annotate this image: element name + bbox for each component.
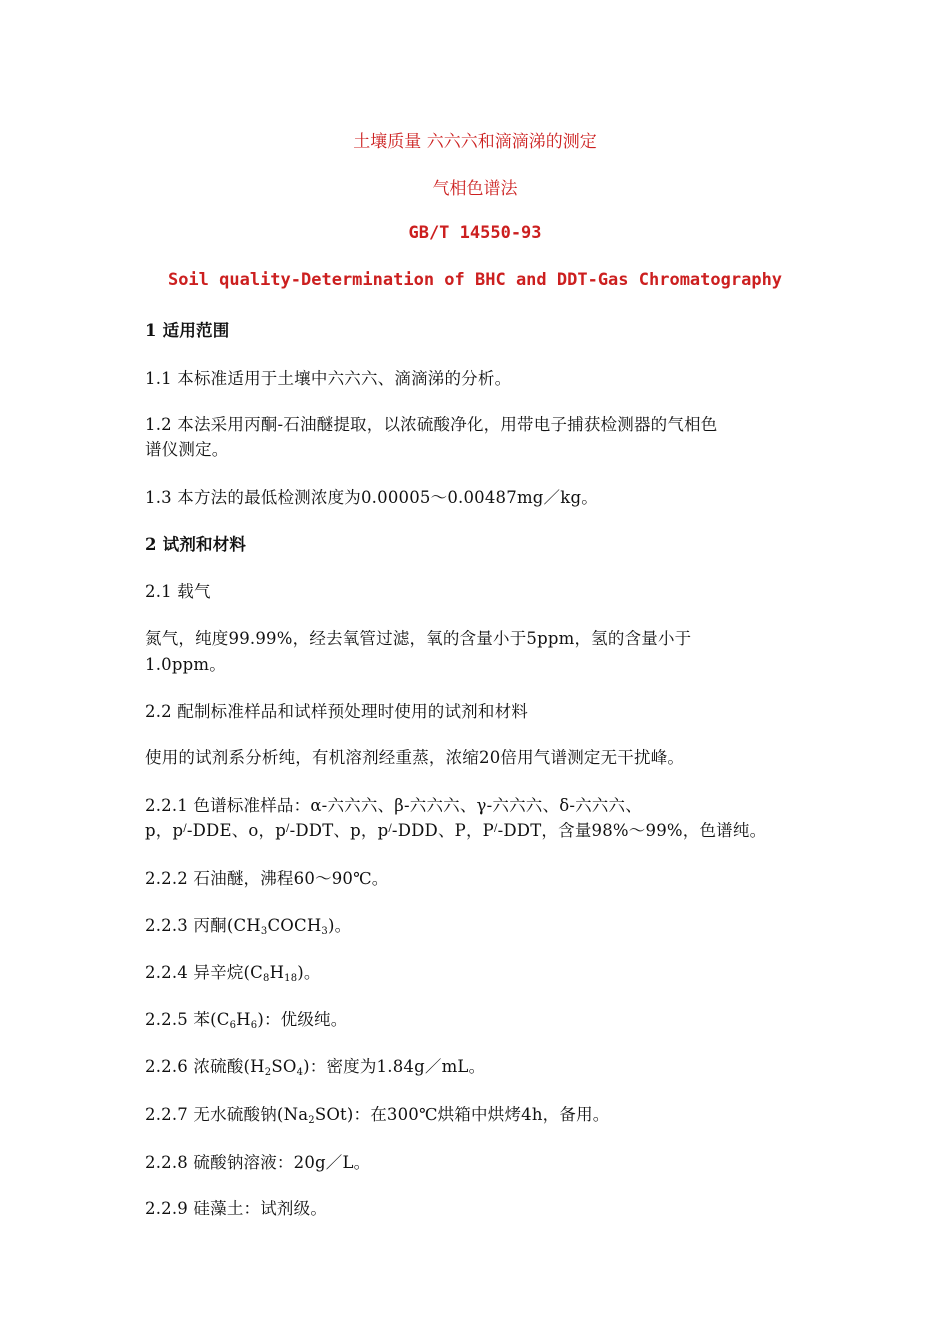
document-method: 气相色谱法 <box>432 179 518 199</box>
clause-2-1: 2.1 载气 <box>145 582 211 601</box>
text-segment: 2.2.5 苯(C <box>145 1010 230 1029</box>
section-2-heading: 2 试剂和材料 <box>145 535 247 554</box>
clause-1-2-line1: 1.2 本法采用丙酮-石油醚提取，以浓硫酸净化，用带电子捕获检测器的气相色 <box>145 415 718 434</box>
text-segment: H <box>269 963 285 982</box>
text-segment: )。 <box>327 916 352 935</box>
clause-2-2: 2.2 配制标准样品和试样预处理时使用的试剂和材料 <box>145 702 528 721</box>
standard-code: GB/T 14550-93 <box>408 223 542 243</box>
subscript: 2 <box>308 1115 315 1126</box>
document-title-en: Soil quality-Determination of BHC and DDT-Gas Chromatography <box>167 270 783 290</box>
subscript: 4 <box>296 1067 304 1078</box>
text-segment: 2.2.4 异辛烷(C <box>145 963 263 982</box>
document-title-cn: 土壤质量 六六六和滴滴涕的测定 <box>353 132 597 152</box>
clause-1-1: 1.1 本标准适用于土壤中六六六、滴滴涕的分析。 <box>145 369 512 388</box>
clause-2-2-7 <box>145 1101 610 1125</box>
text-segment: 2.2.7 无水硫酸钠(Na <box>145 1105 309 1124</box>
text-segment: -DDT、p，p <box>289 821 389 840</box>
text-segment: SO <box>271 1057 297 1076</box>
clause-2-2-8: 2.2.8 硫酸钠溶液：20g／L。 <box>145 1153 371 1172</box>
prime-mark: / <box>286 823 290 834</box>
clause-1-2-line2: 谱仪测定。 <box>145 440 229 459</box>
text-segment: -DDE、o，p <box>186 821 286 840</box>
text-segment: COCH <box>267 916 322 935</box>
text-segment: H <box>236 1010 251 1029</box>
prime-mark: / <box>183 823 187 834</box>
clause-2-2-6 <box>145 1053 485 1077</box>
text-segment: )：密度为1.84g／mL。 <box>303 1057 486 1076</box>
subscript: 3 <box>321 926 328 937</box>
clause-2-2-5 <box>145 1006 347 1030</box>
subscript: 3 <box>260 926 268 937</box>
text-segment: -DDD、P，P <box>391 821 494 840</box>
text-segment: 2.2.3 丙酮(CH <box>145 916 261 935</box>
subscript: 6 <box>250 1020 258 1031</box>
text-segment: p，p <box>145 821 184 840</box>
clause-1-3: 1.3 本方法的最低检测浓度为0.00005～0.00487mg／kg。 <box>145 488 598 507</box>
prime-mark: / <box>494 823 498 834</box>
clause-2-2-text: 使用的试剂系分析纯，有机溶剂经重蒸，浓缩20倍用气谱测定无干扰峰。 <box>145 748 685 767</box>
text-segment: SOt)：在300℃烘箱中烘烤4h，备用。 <box>314 1105 610 1124</box>
clause-2-1-text-line2: 1.0ppm。 <box>145 655 226 674</box>
text-segment: )。 <box>297 963 321 982</box>
clause-2-1-text-line1: 氮气，纯度99.99%，经去氧管过滤，氧的含量小于5ppm，氢的含量小于 <box>145 629 692 648</box>
text-segment: -DDT，含量98%～99%，色谱纯。 <box>497 821 767 840</box>
text-segment: )：优级纯。 <box>257 1010 348 1029</box>
clause-2-2-9: 2.2.9 硅藻土：试剂级。 <box>145 1199 328 1218</box>
clause-2-2-2: 2.2.2 石油醚，沸程60～90℃。 <box>145 869 389 888</box>
prime-mark: / <box>388 823 392 834</box>
subscript: 18 <box>284 973 298 984</box>
clause-2-2-1-line1: 2.2.1 色谱标准样品：α-六六六、β-六六六、γ-六六六、δ-六六六、 <box>145 796 642 815</box>
clause-2-2-4 <box>145 959 321 983</box>
text-segment: 2.2.6 浓硫酸(H <box>145 1057 265 1076</box>
subscript: 8 <box>263 973 270 984</box>
subscript: 6 <box>229 1020 237 1031</box>
subscript: 2 <box>264 1067 272 1078</box>
clause-2-2-3 <box>145 912 351 936</box>
section-1-heading: 1 适用范围 <box>145 321 230 340</box>
clause-2-2-1-line2 <box>145 817 766 841</box>
